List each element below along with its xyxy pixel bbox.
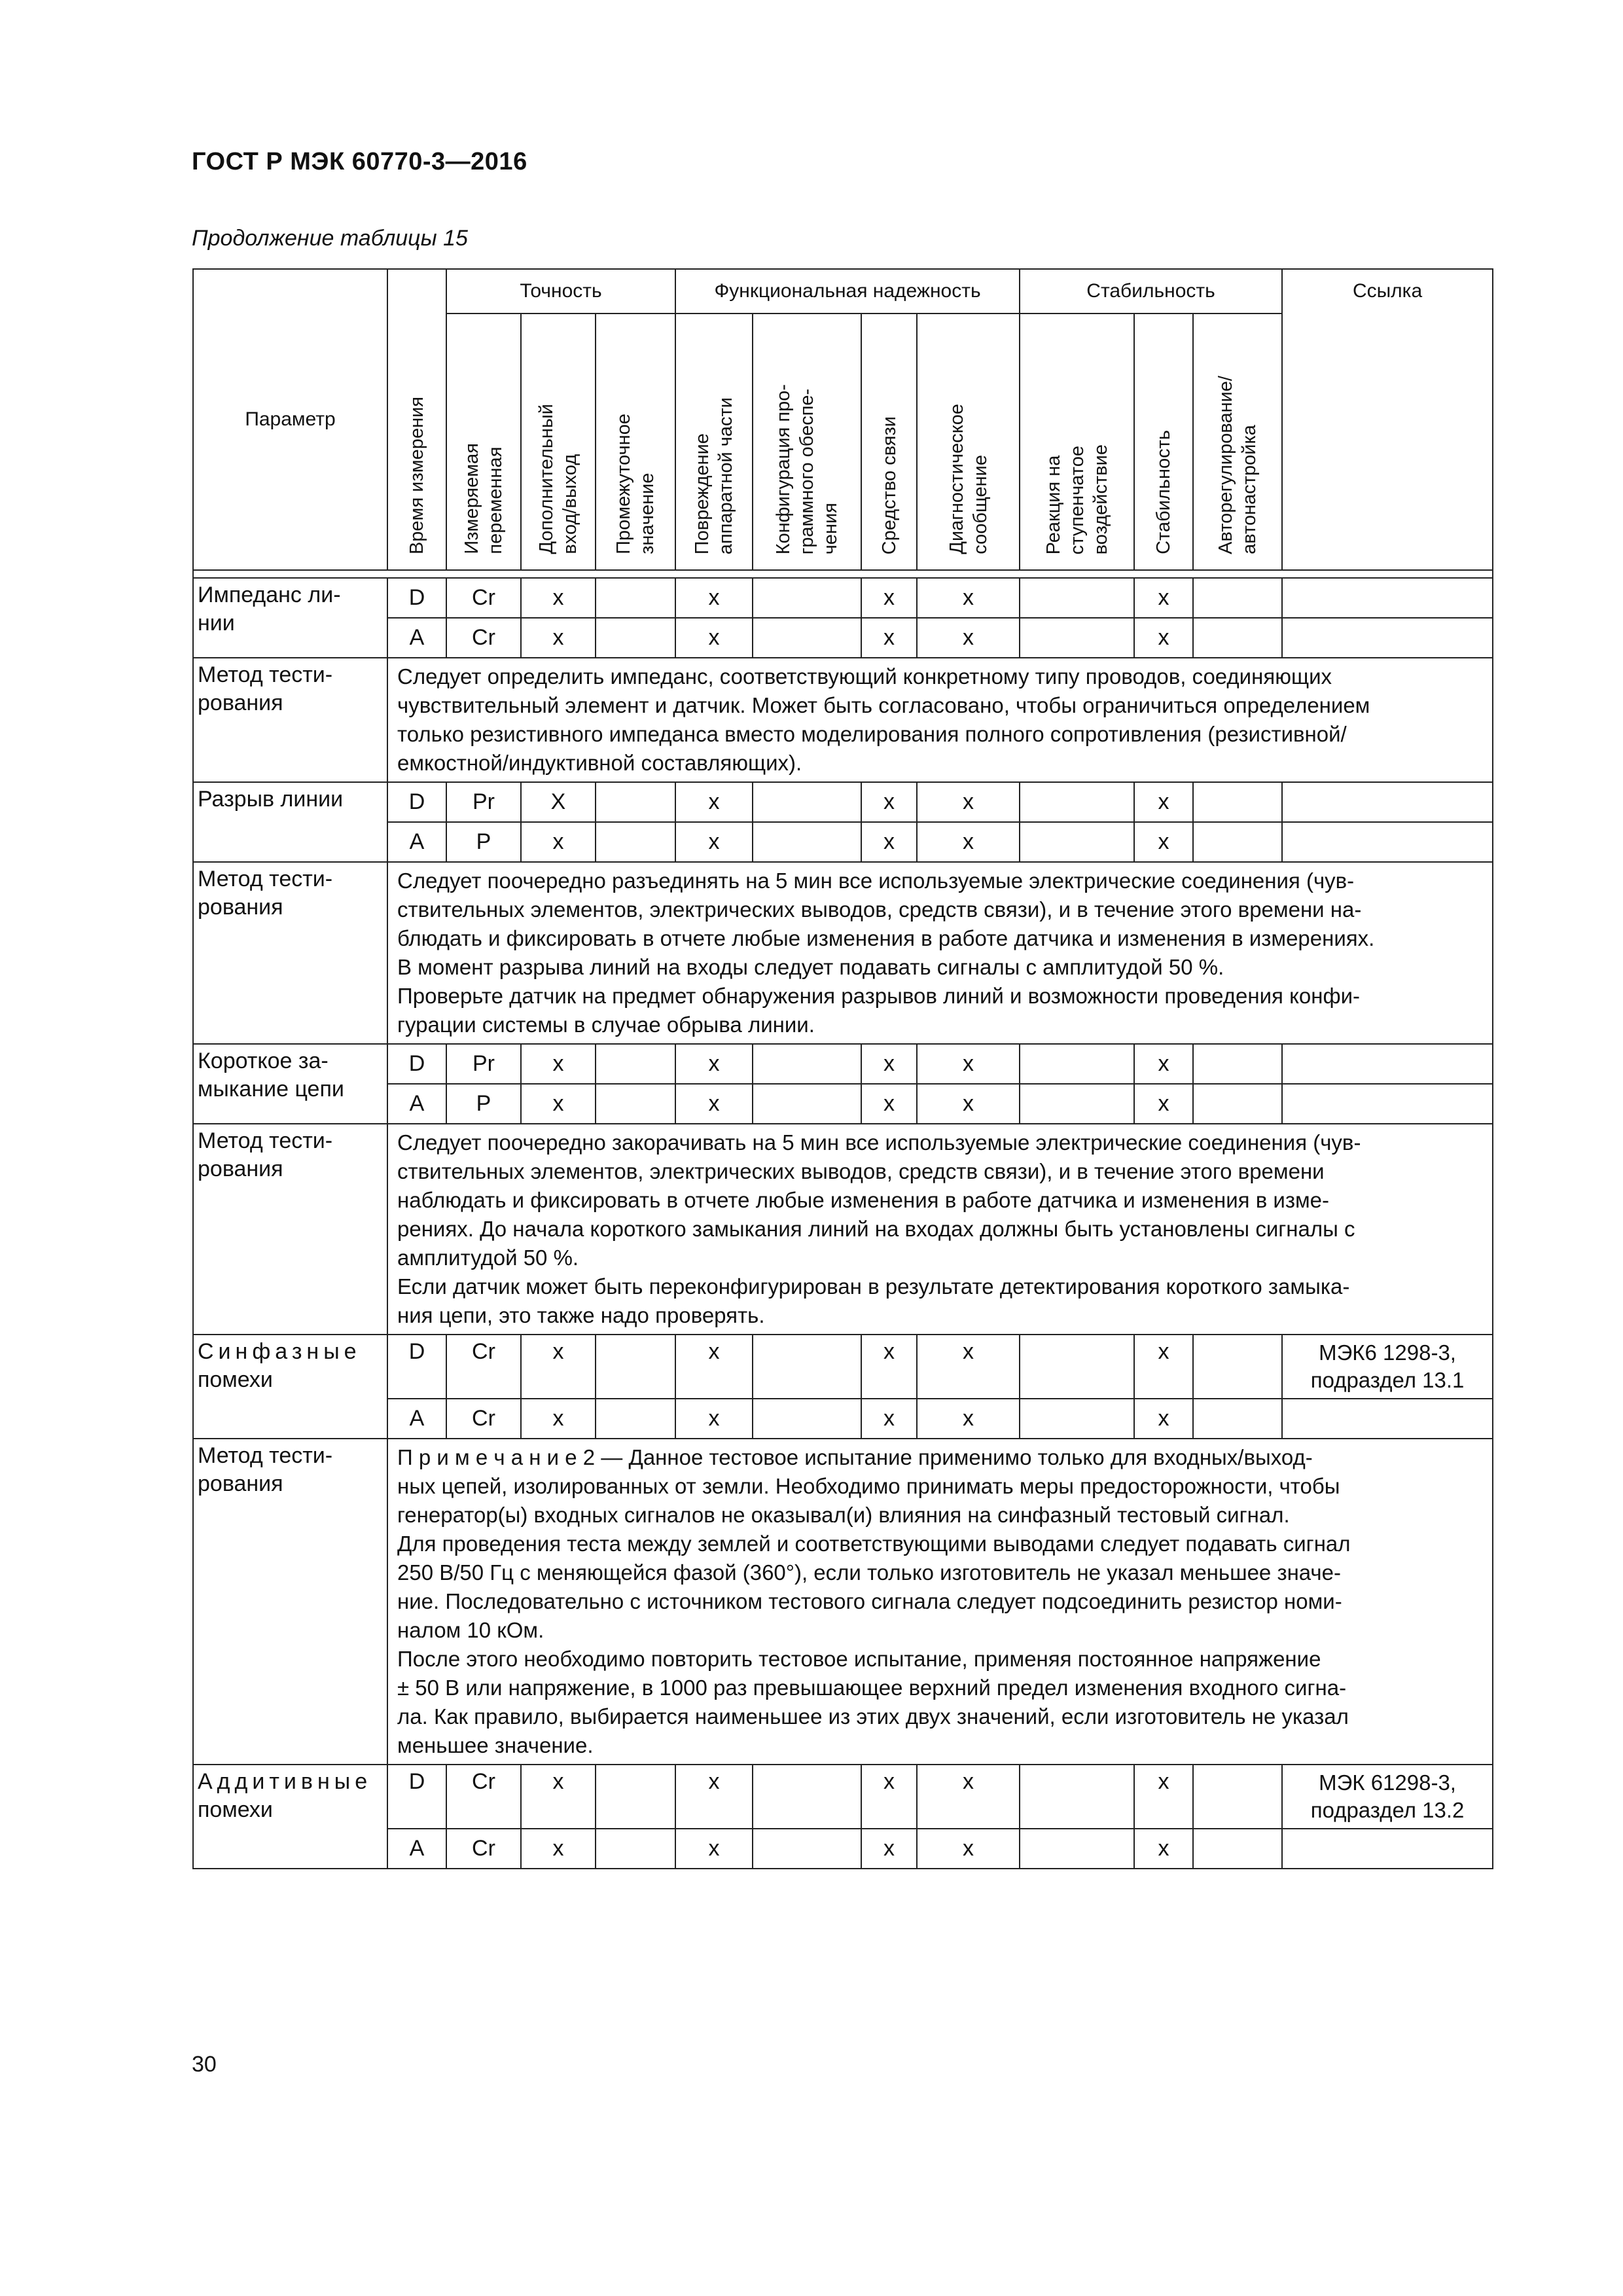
mark-cell: x bbox=[861, 578, 917, 618]
col-time: Время измерения bbox=[387, 269, 446, 570]
method-common-text: П р и м е ч а н и е 2 — Данное тестовое испытание применимо только для входных/выход- ных цепей, изолированных от земли. Необходимо принимать меры предосторожности, чтобы генератор(ы) входных сигналов не оказывал(и) влияния на синфазный тестовый сигнал. Для проведения теста между землей и соответствующими выводами следует подавать сигнал 250 В/50 Гц с меняющейся фазой (360°), если только изготовитель не указал меньшее значе- ние. Последовательно с источником тестового сигнала следует подсоединить резистор номи- налом 10 кОм. После этого необходимо повторить тестовое испытание, применяя постоянное напряжение ± 50 В или напряжение, в 1000 раз превышающее верхний предел изменения входного сигна- ла. Как правило, выбирается наименьшее из этих двух значений, если изготовитель не указал меньшее значение. bbox=[387, 1439, 1493, 1765]
time-cell: A bbox=[387, 1399, 446, 1439]
mark-cell: x bbox=[521, 1829, 596, 1869]
mark-cell: x bbox=[675, 1829, 753, 1869]
measured-cell: Cr bbox=[446, 578, 521, 618]
mark-cell: x bbox=[521, 1084, 596, 1124]
time-cell: D bbox=[387, 1044, 446, 1084]
mark-cell: x bbox=[917, 1765, 1020, 1829]
col-intermediate: Промежуточное значение bbox=[596, 314, 675, 570]
mark-cell: x bbox=[1134, 618, 1193, 658]
time-cell: D bbox=[387, 1765, 446, 1829]
param-additive: Аддитивные помехи bbox=[193, 1765, 387, 1869]
param-common-mode: Синфазные помехи bbox=[193, 1335, 387, 1439]
method-short-text: Следует поочередно закорачивать на 5 мин все используемые электрические соединения (чув- ствительных элементов, электрических выводов, средств связи), и в течение этого времени наблюдать и фиксировать в отчете любые изменения в работе датчика и изменения в изме- рениях. До начала короткого замыкания линий на входах должны быть установлены сигналы с амплитудой 50 %. Если датчик может быть переконфигурирован в результате детектирования короткого замыка- ния цепи, это также надо проверять. bbox=[387, 1124, 1493, 1335]
measured-cell: P bbox=[446, 822, 521, 862]
measured-cell: Pr bbox=[446, 1044, 521, 1084]
param-impedance: Импеданс ли- нии bbox=[193, 578, 387, 658]
mark-cell: x bbox=[675, 1399, 753, 1439]
mark-cell: x bbox=[861, 1829, 917, 1869]
measured-cell: Pr bbox=[446, 782, 521, 822]
mark-cell: x bbox=[1134, 1044, 1193, 1084]
group-reference: Ссылка bbox=[1282, 269, 1493, 570]
method-label: Метод тести- рования bbox=[193, 862, 387, 1044]
method-label: Метод тести- рования bbox=[193, 1124, 387, 1335]
mark-cell: x bbox=[917, 1044, 1020, 1084]
measured-cell: Cr bbox=[446, 618, 521, 658]
mark-cell: x bbox=[917, 782, 1020, 822]
param-short-circuit: Короткое за- мыкание цепи bbox=[193, 1044, 387, 1124]
measured-cell: P bbox=[446, 1084, 521, 1124]
mark-cell: x bbox=[1134, 1765, 1193, 1829]
mark-cell: x bbox=[1134, 1829, 1193, 1869]
mark-cell: x bbox=[521, 1399, 596, 1439]
mark-cell: x bbox=[917, 1335, 1020, 1399]
mark-cell: x bbox=[917, 822, 1020, 862]
mark-cell: x bbox=[917, 1829, 1020, 1869]
mark-cell: X bbox=[521, 782, 596, 822]
mark-cell: x bbox=[861, 822, 917, 862]
col-diag: Диагностическое сообщение bbox=[917, 314, 1020, 570]
mark-cell: x bbox=[521, 1044, 596, 1084]
method-impedance-text: Следует определить импеданс, соответствующий конкретному типу проводов, соединяющих чувствительный элемент и датчик. Может быть согласовано, чтобы ограничиться определением только резистивного импеданса вместо моделирования полного сопротивления (резистивной/ емкостной/индуктивной составляющих). bbox=[387, 658, 1493, 782]
mark-cell: x bbox=[1134, 1399, 1193, 1439]
mark-cell: x bbox=[861, 1335, 917, 1399]
method-label: Метод тести- рования bbox=[193, 1439, 387, 1765]
measured-cell: Cr bbox=[446, 1829, 521, 1869]
col-damage: Повреждение аппаратной части bbox=[675, 314, 753, 570]
mark-cell: x bbox=[861, 782, 917, 822]
mark-cell: x bbox=[917, 578, 1020, 618]
time-cell: A bbox=[387, 1084, 446, 1124]
measured-cell: Cr bbox=[446, 1335, 521, 1399]
mark-cell: x bbox=[521, 618, 596, 658]
mark-cell: x bbox=[675, 822, 753, 862]
param-header: Параметр bbox=[193, 269, 387, 570]
mark-cell: x bbox=[861, 1399, 917, 1439]
col-auto: Авторегулирование/ автонастройка bbox=[1193, 314, 1282, 570]
time-cell: A bbox=[387, 618, 446, 658]
col-measured: Измеряемая переменная bbox=[446, 314, 521, 570]
test-table bbox=[192, 268, 1493, 1869]
mark-cell: x bbox=[675, 782, 753, 822]
time-cell: D bbox=[387, 1335, 446, 1399]
mark-cell: x bbox=[521, 1765, 596, 1829]
method-label: Метод тести- рования bbox=[193, 658, 387, 782]
mark-cell: x bbox=[521, 822, 596, 862]
mark-cell: x bbox=[675, 578, 753, 618]
mark-cell: x bbox=[861, 1765, 917, 1829]
mark-cell: x bbox=[521, 1335, 596, 1399]
mark-cell: x bbox=[1134, 822, 1193, 862]
mark-cell: x bbox=[675, 618, 753, 658]
mark-cell: x bbox=[917, 618, 1020, 658]
reference-cell: МЭК6 1298-3, подраздел 13.1 bbox=[1282, 1335, 1493, 1399]
col-step: Реакция на ступенчатое воздействие bbox=[1020, 314, 1134, 570]
mark-cell: x bbox=[1134, 1084, 1193, 1124]
measured-cell: Cr bbox=[446, 1765, 521, 1829]
col-comm: Средство связи bbox=[861, 314, 917, 570]
reference-cell: МЭК 61298-3, подраздел 13.2 bbox=[1282, 1765, 1493, 1829]
group-accuracy: Точность bbox=[446, 269, 675, 314]
mark-cell: x bbox=[861, 1084, 917, 1124]
mark-cell: x bbox=[917, 1084, 1020, 1124]
mark-cell: x bbox=[675, 1044, 753, 1084]
time-cell: D bbox=[387, 578, 446, 618]
group-stability: Стабильность bbox=[1020, 269, 1282, 314]
col-additional: Дополнительный вход/выход bbox=[521, 314, 596, 570]
col-stab: Стабильность bbox=[1134, 314, 1193, 570]
time-cell: A bbox=[387, 822, 446, 862]
param-line-break: Разрыв линии bbox=[193, 782, 387, 862]
mark-cell: x bbox=[675, 1335, 753, 1399]
mark-cell: x bbox=[917, 1399, 1020, 1439]
time-cell: A bbox=[387, 1829, 446, 1869]
measured-cell: Cr bbox=[446, 1399, 521, 1439]
col-config: Конфигурация про- граммного обеспе- чения bbox=[753, 314, 861, 570]
mark-cell: x bbox=[1134, 1335, 1193, 1399]
mark-cell: x bbox=[675, 1084, 753, 1124]
mark-cell: x bbox=[861, 618, 917, 658]
mark-cell: x bbox=[1134, 578, 1193, 618]
page-number: 30 bbox=[192, 2052, 217, 2077]
time-cell: D bbox=[387, 782, 446, 822]
table-caption: Продолжение таблицы 15 bbox=[192, 226, 468, 251]
method-break-text: Следует поочередно разъединять на 5 мин все используемые электрические соединения (чув- ствительных элементов, электрических выводов, средств связи), и в течение этого времени на- блюдать и фиксировать в отчете любые изменения в работе датчика и изменения в измерениях. В момент разрыва линий на входы следует подавать сигналы с амплитудой 50 %. Проверьте датчик на предмет обнаружения разрывов линий и возможности проведения конфи- гурации системы в случае обрыва линии. bbox=[387, 862, 1493, 1044]
mark-cell: x bbox=[861, 1044, 917, 1084]
group-reliability: Функциональная надежность bbox=[675, 269, 1020, 314]
mark-cell: x bbox=[675, 1765, 753, 1829]
mark-cell: x bbox=[1134, 782, 1193, 822]
document-header: ГОСТ Р МЭК 60770-3—2016 bbox=[192, 148, 527, 175]
mark-cell: x bbox=[521, 578, 596, 618]
